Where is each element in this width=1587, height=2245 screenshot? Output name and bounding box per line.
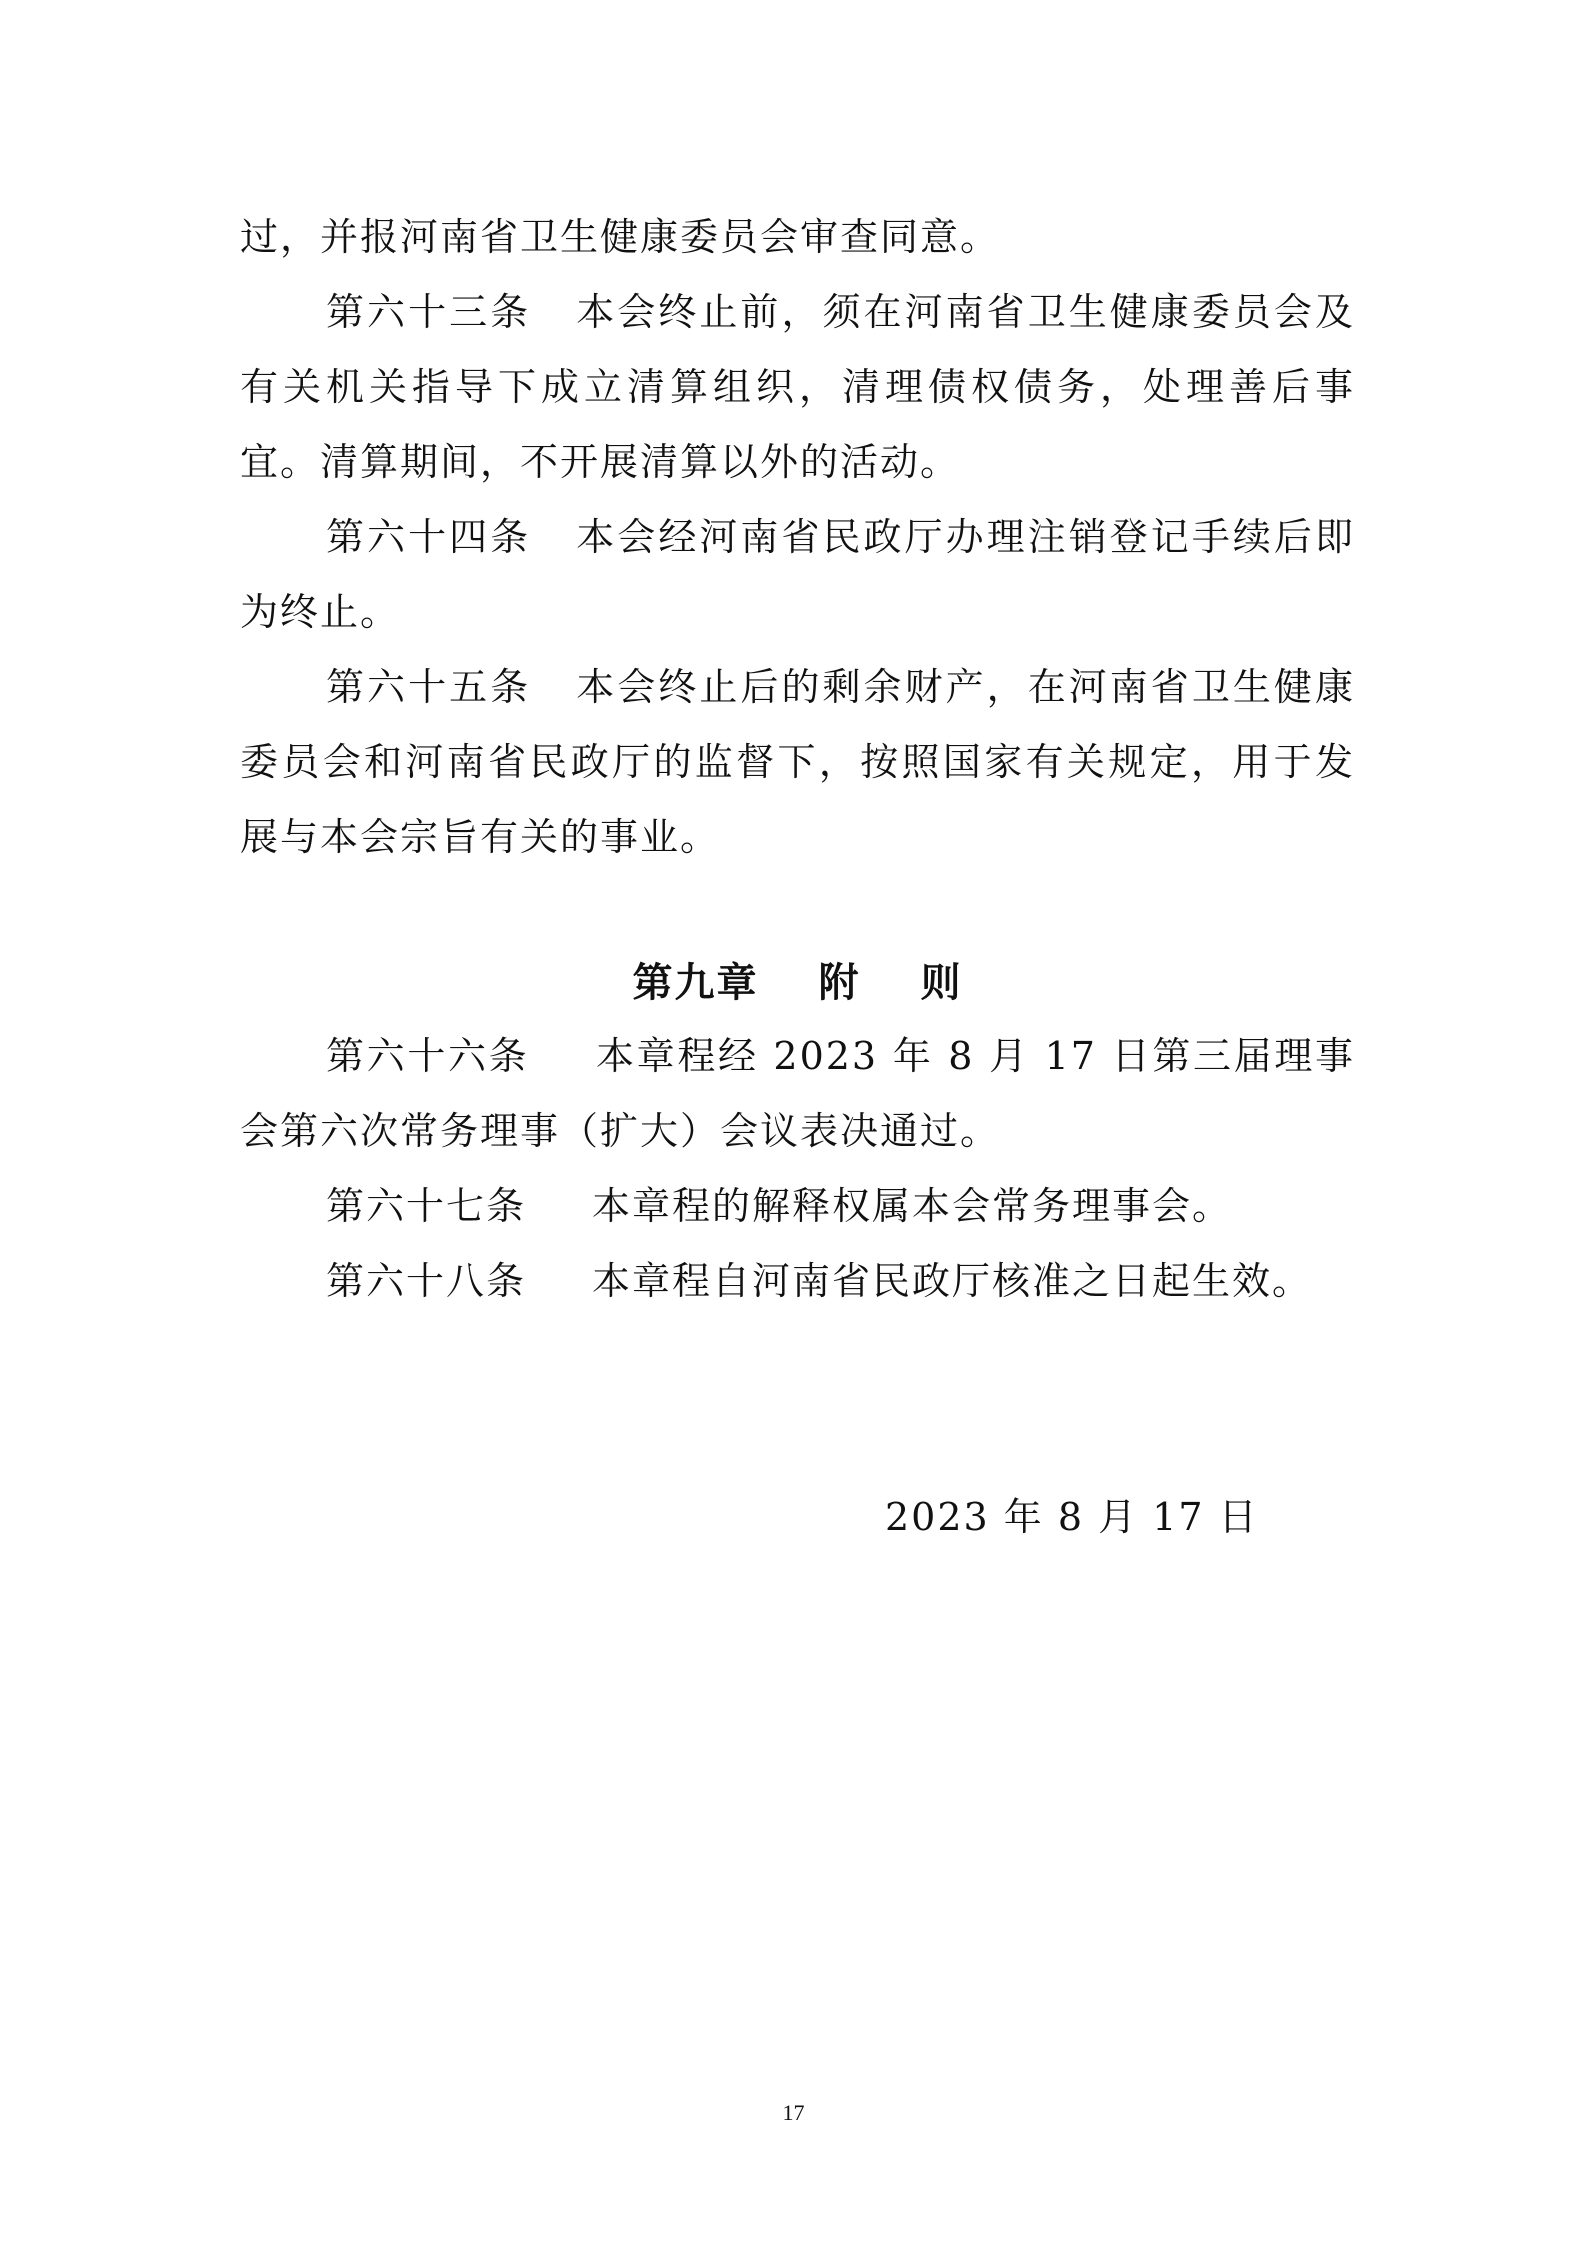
article-text: 本会终止前，须在河南省卫生健康委员会及有关机关指导下成立清算组织，清理债权债务，处理善后事宜。清算期间，不开展清算以外的活动。 [240,290,1355,484]
article-63 [240,275,1355,500]
article-text: 本章程的解释权属本会常务理事会。 [592,1184,1233,1228]
article-number: 第六十六条 [326,1034,530,1078]
chapter-title-part-1: 附 [818,960,861,1006]
article-number: 第六十七条 [326,1184,527,1228]
article-65 [240,650,1355,875]
article-64 [240,500,1355,650]
article-number: 第六十五条 [326,665,532,709]
chapter-heading [240,947,1355,1019]
article-number: 第六十八条 [326,1259,527,1303]
page-number: 17 [782,2100,805,2125]
article-number: 第六十四条 [326,515,532,559]
article-67 [240,1169,1355,1244]
document-date: 2023 年 8 月 17 日 [885,1495,1259,1539]
document-body [240,200,1355,1319]
article-66 [240,1019,1355,1169]
chapter-number: 第九章 [632,960,759,1006]
article-text: 本章程自河南省民政厅核准之日起生效。 [592,1259,1313,1303]
article-text: 本会经河南省民政厅办理注销登记手续后即为终止。 [240,515,1355,634]
article-text: 本会终止后的剩余财产，在河南省卫生健康委员会和河南省民政厅的监督下，按照国家有关规定，用于发展与本会宗旨有关的事业。 [240,665,1355,859]
paragraph-continuation: 过，并报河南省卫生健康委员会审查同意。 [240,215,1001,259]
article-text: 本章程经 2023 年 8 月 17 日第三届理事会第六次常务理事（扩大）会议表决通过。 [240,1034,1355,1153]
chapter-title-part-2: 则 [920,960,963,1006]
article-number: 第六十三条 [326,290,532,334]
article-68 [240,1244,1355,1319]
